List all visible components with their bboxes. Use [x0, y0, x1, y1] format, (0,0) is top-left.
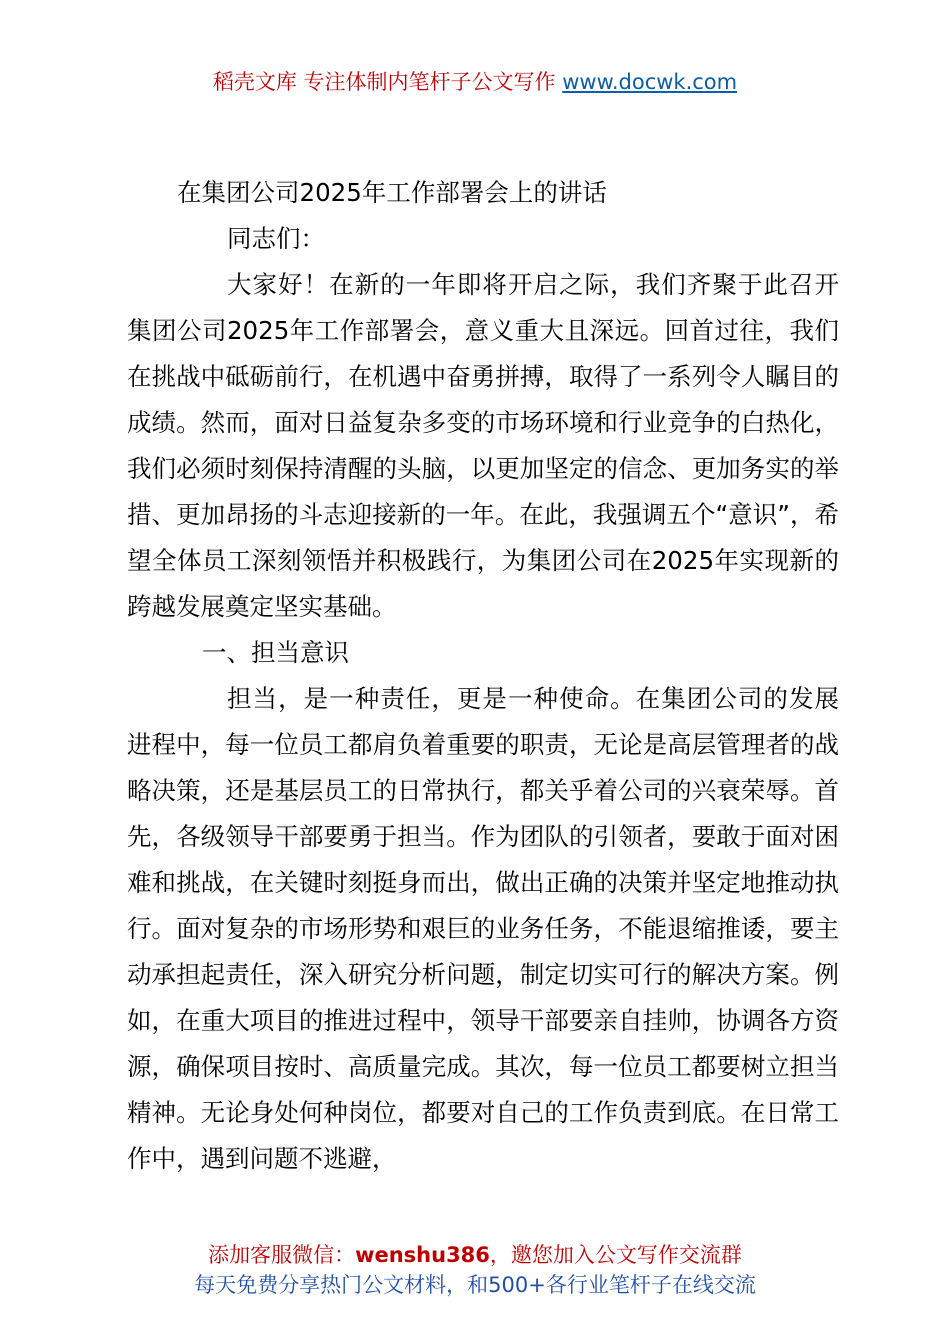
- document-body: [127, 170, 839, 1182]
- greeting: 同志们：: [227, 224, 325, 253]
- paragraph-responsibility: 担当，是一种责任，更是一种使命。在集团公司的发展进程中，每一位员工都肩负着重要的职责，无论是高层管理者的战略决策，还是基层员工的日常执行，都关乎着公司的兴衰荣辱。首先，各级领导干部要勇于担当。作为团队的引领者，要敢于面对困难和挑战，在关键时刻挺身而出，做出正确的决策并坚定地推动执行。面对复杂的市场形势和艰巨的业务任务，不能退缩推诿，要主动承担起责任，深入研究分析问题，制定切实可行的解决方案。例如，在重大项目的推进过程中，领导干部要亲自挂帅，协调各方资源，确保项目按时、高质量完成。其次，每一位员工都要树立担当精神。无论身处何种岗位，都要对自己的工作负责到底。在日常工作中，遇到问题不逃避，: [127, 684, 839, 1173]
- footer-line-2: 每天免费分享热门公文材料，和500+各行业笔杆子在线交流: [194, 1273, 756, 1297]
- page-footer: [0, 1240, 950, 1300]
- footer-invite-text: ，邀您加入公文写作交流群: [489, 1243, 742, 1267]
- footer-wechat-id: wenshu386: [355, 1243, 490, 1267]
- section-heading: 一、担当意识: [202, 638, 349, 667]
- footer-line-1: [0, 1240, 950, 1270]
- header-link[interactable]: www.docwk.com: [562, 70, 738, 94]
- paragraph-intro: 大家好！在新的一年即将开启之际，我们齐聚于此召开集团公司2025年工作部署会，意义重大且深远。回首过往，我们在挑战中砥砺前行，在机遇中奋勇拼搏，取得了一系列令人瞩目的成绩。然而，面对日益复杂多变的市场环境和行业竞争的白热化，我们必须时刻保持清醒的头脑，以更加坚定的信念、更加务实的举措、更加昂扬的斗志迎接新的一年。在此，我强调五个“意识”，希望全体员工深刻领悟并积极践行，为集团公司在2025年实现新的跨越发展奠定坚实基础。: [127, 270, 839, 621]
- header-text: 稻壳文库 专注体制内笔杆子公文写作: [212, 70, 556, 94]
- document-title: 在集团公司2025年工作部署会上的讲话: [177, 178, 607, 207]
- page-header: [0, 66, 950, 96]
- footer-wechat-label: 添加客服微信：: [208, 1243, 356, 1267]
